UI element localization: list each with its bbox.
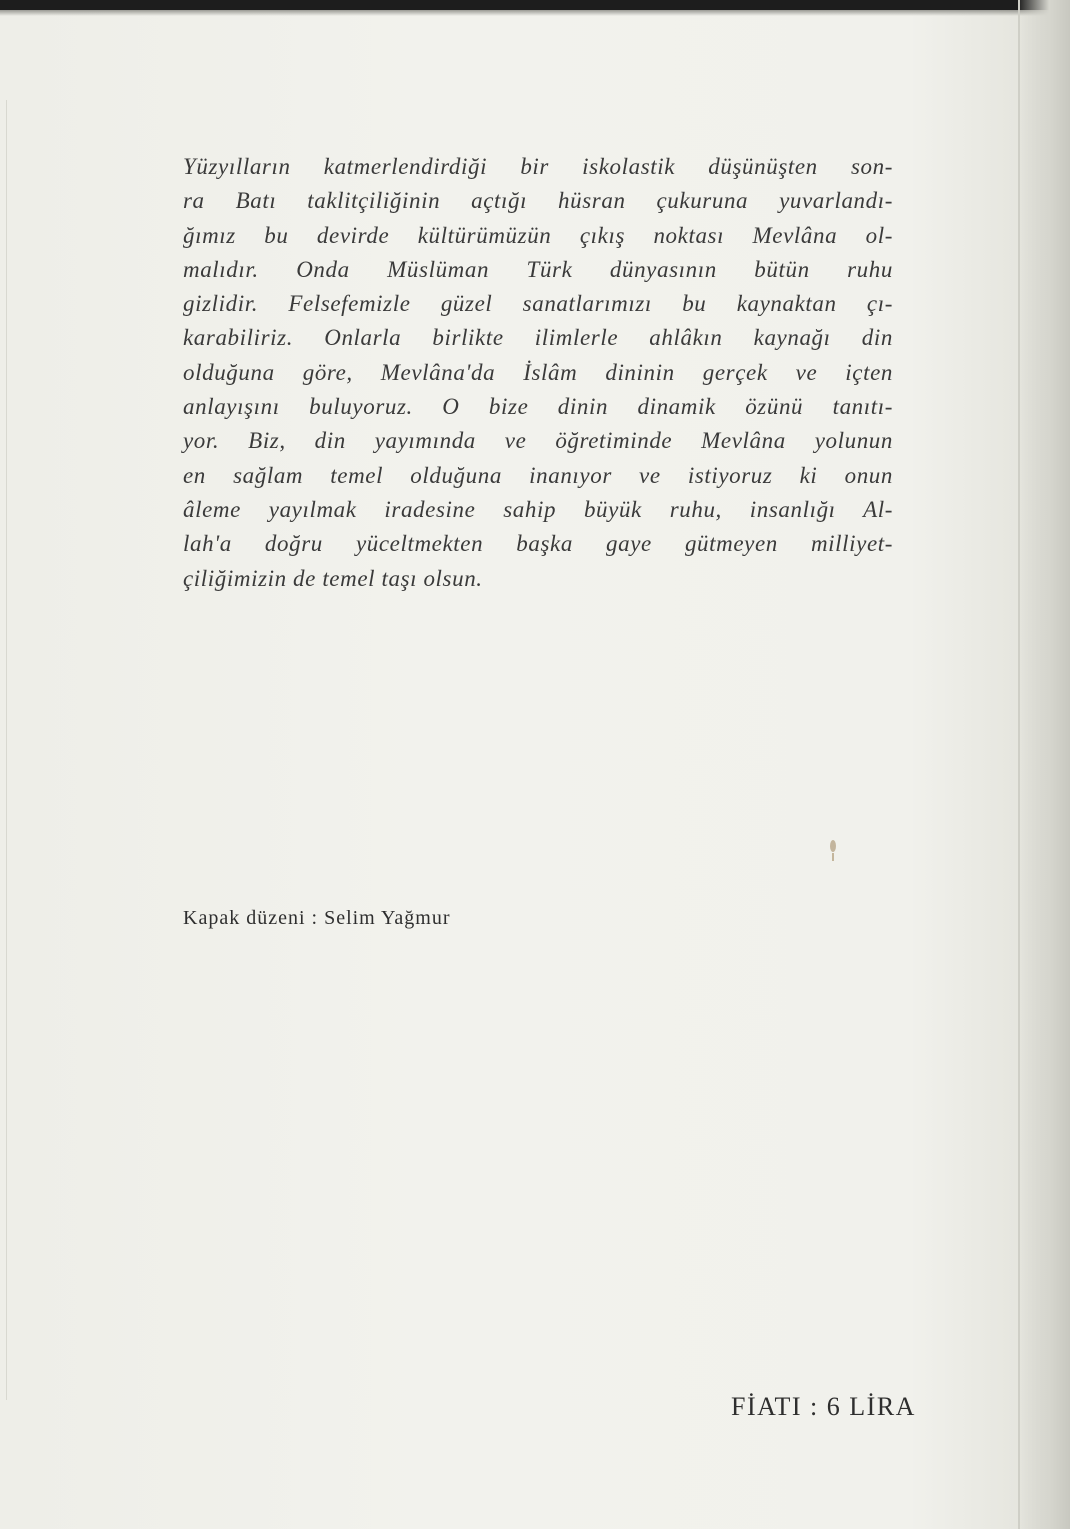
blurb-line: âleme yayılmak iradesine sahip büyük ruhu, insanlığı Al- [183, 496, 893, 522]
blurb-line: gizlidir. Felsefemizle güzel sanatlarımızı bu kaynaktan çı- [183, 291, 893, 317]
blurb-line: lah'a doğru yüceltmekten başka gaye gütmeyen milliyet- [183, 531, 893, 557]
blurb-line: olduğuna göre, Mevlâna'da İslâm dininin gerçek ve içten [183, 359, 893, 385]
blurb-line: anlayışını buluyoruz. O bize dinin dinamik özünü tanıtı- [183, 394, 893, 420]
blurb-line: çiliğimizin de temel taşı olsun. [183, 565, 483, 591]
cover-fold-line [1018, 0, 1020, 1529]
blurb-line: en sağlam temel olduğuna inanıyor ve istiyoruz ki onun [183, 462, 893, 488]
paper-stain [832, 853, 834, 861]
blurb-line: ra Batı taklitçiliğinin açtığı hüsran çukuruna yuvarlandı- [183, 188, 893, 214]
blurb-line: malıdır. Onda Müslüman Türk dünyasının bütün ruhu [183, 256, 893, 282]
scan-right-edge [1018, 0, 1070, 1529]
scan-top-edge [0, 0, 1070, 10]
blurb-line: yor. Biz, din yayımında ve öğretiminde Mevlâna yolunun [183, 428, 893, 454]
blurb-paragraph [183, 150, 893, 596]
paper-stain [830, 840, 836, 852]
price-label: FİATI : 6 LİRA [731, 1392, 916, 1421]
paper-crease [6, 100, 7, 1400]
scan-top-shadow [0, 10, 1070, 16]
blurb-line: ğımız bu devirde kültürümüzün çıkış noktası Mevlâna ol- [183, 222, 893, 248]
cover-design-credit: Kapak düzeni : Selim Yağmur [183, 907, 451, 929]
blurb-line: Yüzyılların katmerlendirdiği bir iskolastik düşünüşten son- [183, 154, 893, 179]
blurb-line: karabiliriz. Onlarla birlikte ilimlerle ahlâkın kaynağı din [183, 325, 893, 351]
